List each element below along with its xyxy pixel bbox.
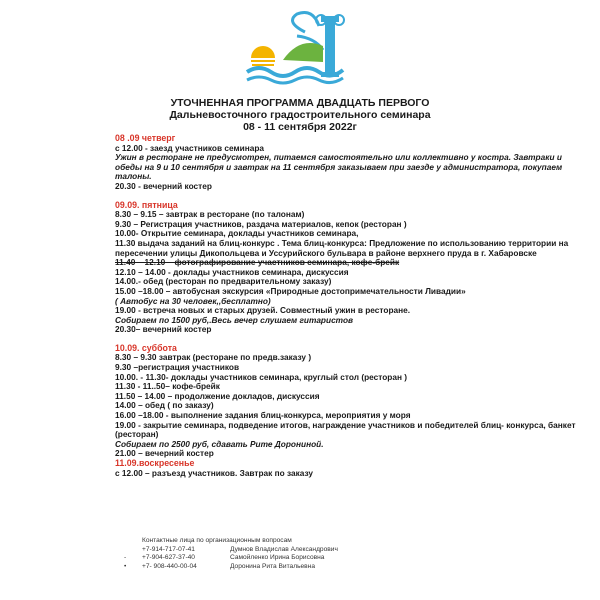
- schedule-item: 11.50 – 14.00 – продолжение докладов, дискуссия: [115, 390, 320, 401]
- contact-name: Доронина Рита Витальевна: [230, 562, 315, 570]
- schedule-item: [115, 239, 585, 258]
- day-section: [115, 134, 585, 192]
- contact-row: [120, 546, 520, 555]
- program-schedule: [115, 134, 585, 478]
- contact-row: [120, 563, 520, 572]
- schedule-item: 20.30 - вечерний костер: [115, 180, 212, 191]
- schedule-item-text: 11.30 выдача заданий на блиц-конкурс . Тема блиц-конкурса: Предложение по использованию территории на пересечении улицы Дикопольцева и Уссурийского бульвара в районе верхнего пруда в г. Хабаровске: [115, 237, 569, 258]
- schedule-item: 11.30 - 11..50– кофе-брейк: [115, 381, 220, 392]
- contact-name: Самойленко Ирина Борисовна: [230, 554, 325, 562]
- bullet-mark: -: [124, 554, 127, 562]
- day-heading: 09.09. пятница: [115, 199, 178, 210]
- contacts-block: [120, 537, 520, 571]
- schedule-item: 16.00 –18.00 - выполнение задания блиц-конкурса, мероприятия у моря: [115, 410, 411, 421]
- day-section: [115, 459, 585, 478]
- schedule-item: 14.00.- обед (ресторан по предварительному заказу): [115, 276, 332, 287]
- schedule-item: 19.00 - встреча новых и старых друзей. Совместный ужин в ресторане.: [115, 305, 411, 316]
- schedule-item: с 12.00 - заезд участников семинара: [115, 142, 265, 153]
- schedule-item: 12.10 – 14.00 - доклады участников семинара, дискуссия: [115, 266, 349, 277]
- contact-row: [120, 554, 520, 563]
- day-heading: 11.09.воскресенье: [115, 458, 195, 468]
- program-subtitle: Дальневосточного градостроительного семинара: [169, 109, 431, 121]
- contact-phone: +7-914-717-07-41: [142, 545, 195, 553]
- schedule-item: 8.30 – 9.30 завтрак (ресторане по предв.заказу ): [115, 352, 312, 363]
- bullet-mark: •: [124, 562, 127, 570]
- schedule-item: 9.30 – Регистрация участников, раздача материалов, кепок (ресторан ): [115, 218, 407, 229]
- day-heading: 08 .09 четверг: [115, 133, 176, 143]
- program-title: УТОЧНЕННАЯ ПРОГРАММА ДВАДЦАТЬ ПЕРВОГО: [170, 97, 430, 109]
- schedule-item: 21.00 – вечерний костер: [115, 448, 214, 459]
- schedule-item: 10.00- Открытие семинара, доклады участников семинара,: [115, 228, 359, 239]
- contact-phone: +7- 908-440-00-04: [142, 562, 197, 570]
- day-heading: 10.09. суббота: [115, 342, 177, 353]
- schedule-item: с 12.00 – разъезд участников. Завтрак по заказу: [115, 467, 314, 478]
- schedule-note: Ужин в ресторане не предусмотрен, питаемся самостоятельно или коллективно у костра. Завтраки и обеды на 9 и 10 сентября и завтрак на 11 сентября заказываем при заезде у администратора, покупаем талоны.: [115, 152, 563, 182]
- schedule-item: 14.00 – обед ( по заказу): [115, 400, 214, 411]
- day-section: [115, 344, 585, 459]
- schedule-note: Собираем по 1500 руб,.Весь вечер слушаем гитаристов: [115, 314, 354, 325]
- program-dates: 08 - 11 сентября 2022г: [243, 121, 357, 133]
- schedule-item: 15.00 –18.00 – автобусная экскурсия «Природные достопримечательности Ливадии»: [115, 285, 466, 296]
- contact-name: Думнов Владислав Александрович: [230, 545, 338, 553]
- contact-phone: +7-904-627-37-40: [142, 554, 195, 562]
- schedule-note: Собираем по 2500 руб, сдавать Рите Дорониной.: [115, 438, 324, 449]
- contacts-heading: Контактные лица по организационным вопросам: [142, 537, 292, 544]
- schedule-item: 10.00. - 11.30- доклады участников семинара, круглый стол (ресторан ): [115, 371, 408, 382]
- seminar-logo: [245, 10, 355, 90]
- schedule-item: 19.00 - закрытие семинара, подведение итогов, награждение участников и победителей блиц- конкурса, банкет (ресторан): [115, 419, 576, 440]
- schedule-item: 8.30 – 9.15 – завтрак в ресторане (по талонам): [115, 209, 305, 220]
- schedule-item: 20.30– вечерний костер: [115, 324, 212, 335]
- day-section: [115, 201, 585, 335]
- schedule-note: ( Автобус на 30 человек,,бесплатно): [115, 295, 271, 306]
- schedule-item: 9.30 –регистрация участников: [115, 362, 240, 373]
- schedule-item: 11.40 – 12.10 – фотографирование участников семинара, кофе-брейк: [115, 257, 400, 268]
